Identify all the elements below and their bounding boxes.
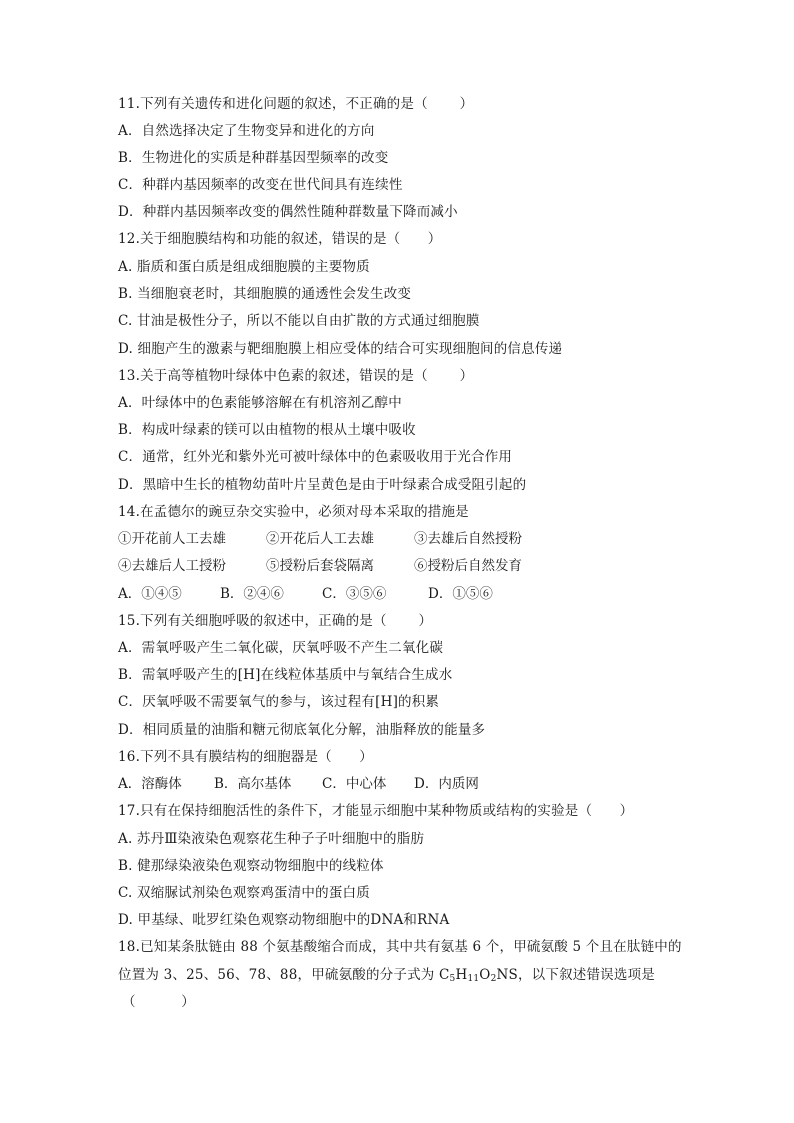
question-14-measure-3: ③去雄后自然授粉 [414,531,522,547]
question-15-option-c: C．厌氧呼吸不需要氧气的参与，该过程有[H]的积累 [118,694,440,710]
formula-subscript-o: 2 [490,974,497,984]
question-14-stem: 14.在孟德尔的豌豆杂交实验中，必须对母本采取的措施是 [118,504,469,520]
question-16-choice-d: D．内质网 [414,776,479,792]
question-14-measure-1: ①开花前人工去雄 [118,531,226,547]
question-17-option-c: C. 双缩脲试剂染色观察鸡蛋清中的蛋白质 [118,885,370,901]
question-18-answer-blank: （ ） [122,994,195,1010]
question-12-option-b: B. 当细胞衰老时，其细胞膜的通透性会发生改变 [118,286,412,302]
question-16-stem: 16.下列不具有膜结构的细胞器是（ ） [118,749,373,765]
question-16-choice-a: A．溶酶体 [118,776,182,792]
question-15-option-b: B．需氧呼吸产生的[H]在线粒体基质中与氧结合生成水 [118,667,453,683]
question-11-option-d: D．种群内基因频率改变的偶然性随种群数量下降而减小 [118,204,458,220]
question-11-option-c: C．种群内基因频率的改变在世代间具有连续性 [118,177,403,193]
question-16-choice-c: C．中心体 [322,776,387,792]
question-14-choice-b: B．②④⑥ [220,586,284,602]
question-15-option-a: A．需氧呼吸产生二氧化碳，厌氧呼吸不产生二氧化碳 [118,640,444,656]
question-16-choice-b: B．高尔基体 [214,776,292,792]
question-17-stem: 17.只有在保持细胞活性的条件下，才能显示细胞中某种物质或结构的实验是（ ） [118,803,634,819]
formula-o: O [479,967,491,983]
question-12-option-a: A. 脂质和蛋白质是组成细胞膜的主要物质 [118,259,370,275]
question-18-stem-line-1: 18.已知某条肽链由 88 个氨基酸缩合而成，其中共有氨基 6 个，甲硫氨酸 5 个且在肽链中的 [118,939,682,955]
question-13-stem: 13.关于高等植物叶绿体中色素的叙述，错误的是（ ） [118,368,474,384]
question-18-stem-tail: NS，以下叙述错误选项是 [496,967,655,983]
question-15-option-d: D．相同质量的油脂和糖元彻底氧化分解，油脂释放的能量多 [118,722,486,738]
question-14-measure-4: ④去雄后人工授粉 [118,558,226,574]
question-13-option-c: C．通常，红外光和紫外光可被叶绿体中的色素吸收用于光合作用 [118,449,513,465]
question-18-stem-text: 位置为 3、25、56、78、88，甲硫氨酸的分子式为 C [118,967,450,983]
question-14-measure-6: ⑥授粉后自然发育 [414,558,522,574]
question-17-option-b: B. 健那绿染液染色观察动物细胞中的线粒体 [118,858,384,874]
question-14-choice-d: D．①⑤⑥ [428,586,493,602]
formula-h: H [455,967,468,983]
question-11-option-b: B．生物进化的实质是种群基因型频率的改变 [118,150,389,166]
question-12-option-c: C. 甘油是极性分子，所以不能以自由扩散的方式通过细胞膜 [118,313,480,329]
question-13-option-d: D．黑暗中生长的植物幼苗叶片呈黄色是由于叶绿素合成受阻引起的 [118,477,527,493]
question-13-option-b: B．构成叶绿素的镁可以由植物的根从土壤中吸收 [118,422,416,438]
question-15-stem: 15.下列有关细胞呼吸的叙述中，正确的是（ ） [118,613,433,629]
question-13-option-a: A．叶绿体中的色素能够溶解在有机溶剂乙醇中 [118,395,402,411]
question-12-option-d: D. 细胞产生的激素与靶细胞膜上相应受体的结合可实现细胞间的信息传递 [118,341,563,357]
question-14-choice-a: A．①④⑤ [118,586,182,602]
formula-subscript-h: 11 [467,974,480,984]
question-11-stem: 11.下列有关遗传和进化问题的叙述，不正确的是（ ） [118,96,474,112]
question-17-option-a: A. 苏丹Ⅲ染液染色观察花生种子子叶细胞中的脂肪 [118,831,425,847]
formula-subscript-c: 5 [449,974,456,984]
question-14-measure-5: ⑤授粉后套袋隔离 [266,558,374,574]
question-18-stem-line-2 [118,966,655,984]
question-14-choice-c: C．③⑤⑥ [322,586,387,602]
question-14-measure-2: ②开花后人工去雄 [266,531,374,547]
question-11-option-a: A．自然选择决定了生物变异和进化的方向 [118,123,375,139]
question-17-option-d: D. 甲基绿、吡罗红染色观察动物细胞中的DNA和RNA [118,912,450,928]
question-12-stem: 12.关于细胞膜结构和功能的叙述，错误的是（ ） [118,231,442,247]
